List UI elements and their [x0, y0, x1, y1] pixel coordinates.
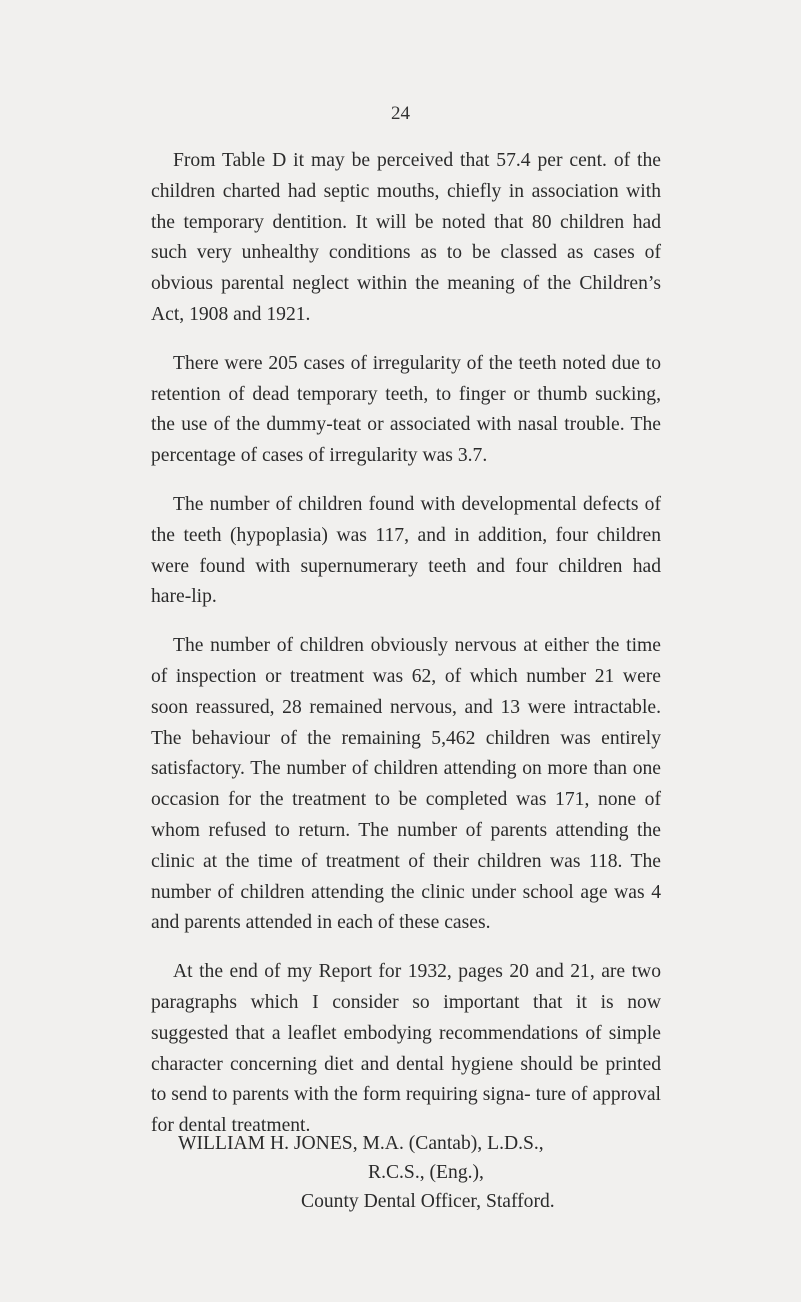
signature-degree: R.C.S., (Eng.), [368, 1162, 484, 1183]
paragraph-irregularity: There were 205 cases of irregularity of the teeth noted due to retention of dead temporary teeth, to finger or thumb sucking, the use of the dummy-teat or associated with nasal trouble. The percentage of cases of irregularity was 3.7. [151, 352, 661, 467]
signature-block [0, 1129, 801, 1216]
paragraph-table-d: From Table D it may be perceived that 57.4 per cent. of the children charted had septic mouths, chiefly in association with the temporary dentition. It will be noted that 80 children had such very unhealthy conditions as to be classed as cases of obvious parental neglect within the meaning of the Children’s Act, 1908 and 1921. [151, 150, 661, 325]
signature-title: County Dental Officer, Stafford. [301, 1191, 555, 1212]
paragraph-nervous-children: The number of children obviously nervous at either the time of inspection or treatment was 62, of which number 21 were soon reassured, 28 remained nervous, and 13 were intractable. The behaviour of the remaining 5,462 children was entirely satisfactory. The number of children attending on more than one occasion for the treatment to be completed was 171, none of whom refused to return. The number of parents attending the clinic at the time of treatment of their children was 118. The number of children attending the clinic under school age was 4 and parents attended in each of these cases. [151, 635, 661, 934]
paragraph-leaflet-recommendation: At the end of my Report for 1932, pages 20 and 21, are two paragraphs which I consider so important that it is now suggested that a leaflet embodying recommendations of simple character concerning diet and dental hygiene should be printed to send to parents with the form requiring signa- ture of approval for dental treatment. [151, 961, 661, 1137]
body-text [151, 146, 661, 1160]
paragraph-developmental-defects: The number of children found with developmental defects of the teeth (hypoplasia) was 117, and in addition, four children were found with supernumerary teeth and four children had hare-lip. [151, 493, 661, 608]
page-number: 24 [391, 103, 410, 124]
signature-name: WILLIAM H. JONES, M.A. (Cantab), L.D.S., [178, 1133, 544, 1154]
